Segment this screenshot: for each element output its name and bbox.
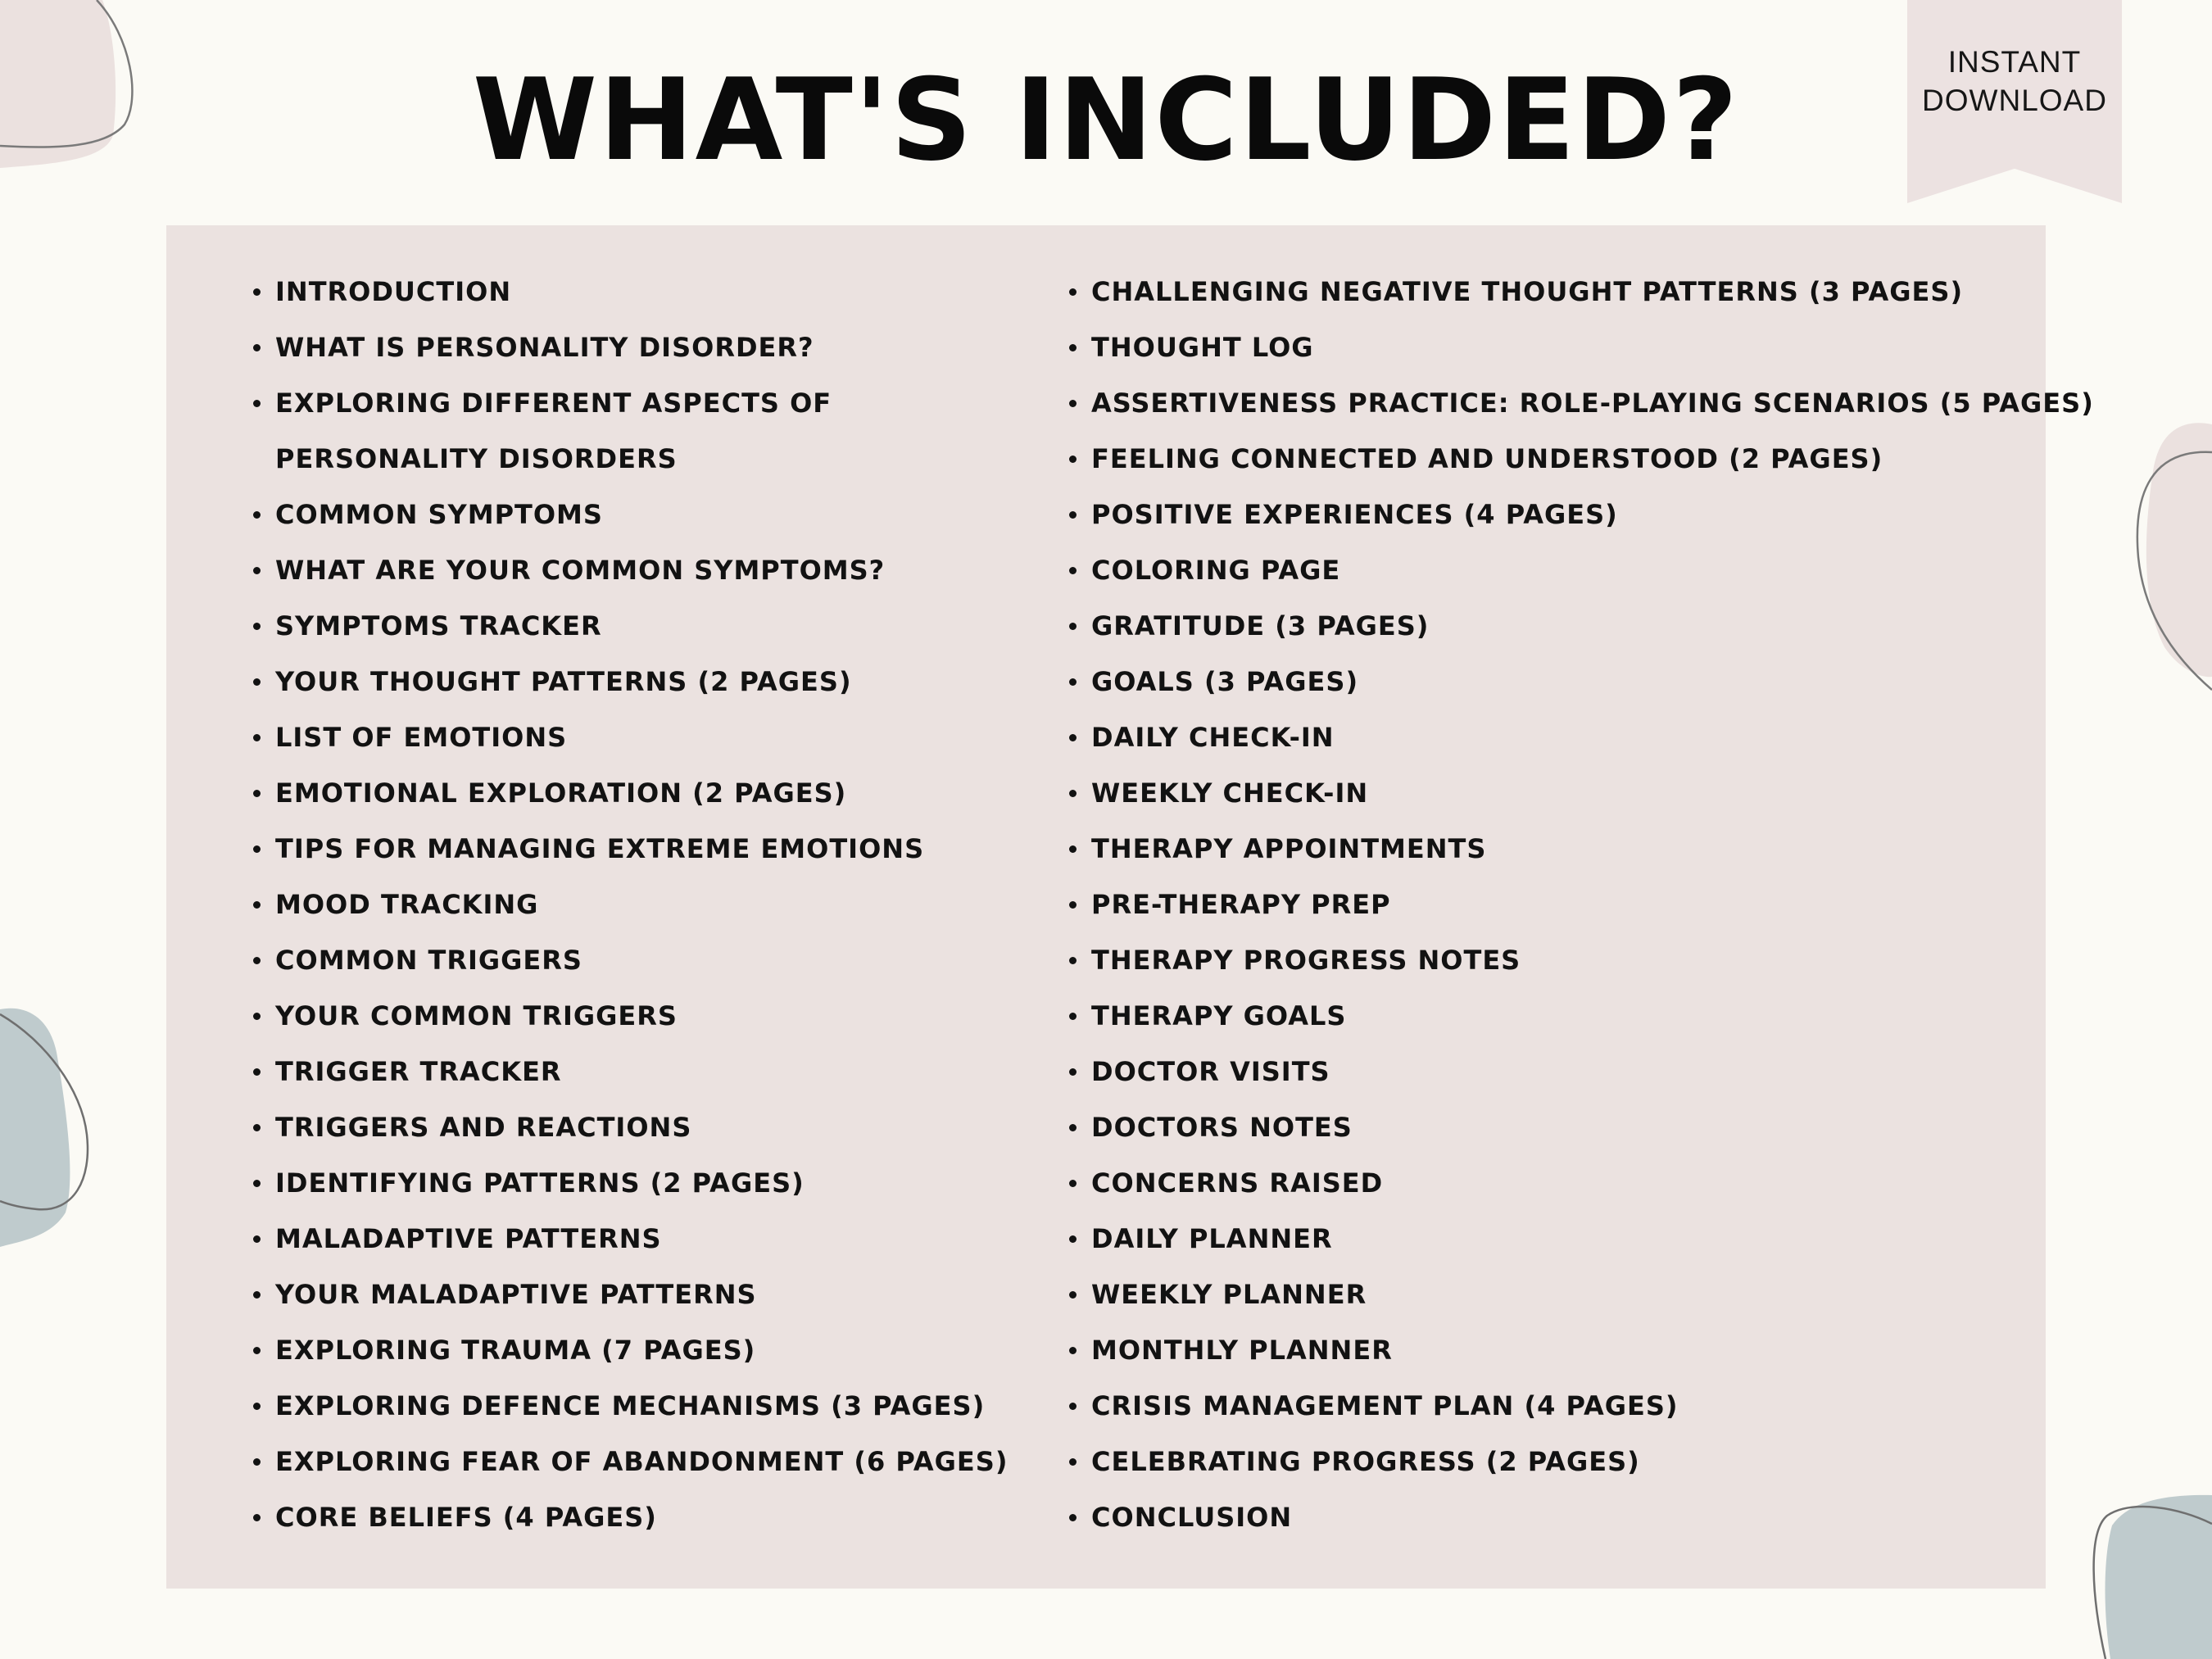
- list-item: GOALS (3 PAGES): [1091, 654, 2033, 709]
- bottom-right-outline: [2094, 1507, 2212, 1659]
- list-item: INTRODUCTION: [275, 264, 1004, 320]
- list-item: MALADAPTIVE PATTERNS: [275, 1211, 1004, 1267]
- list-item: EXPLORING DEFENCE MECHANISMS (3 PAGES): [275, 1378, 1004, 1434]
- list-item: THERAPY APPOINTMENTS: [1091, 821, 2033, 877]
- list-item: POSITIVE EXPERIENCES (4 PAGES): [1091, 487, 2033, 542]
- list-item: IDENTIFYING PATTERNS (2 PAGES): [275, 1155, 1004, 1211]
- left-blue-blob: [0, 1009, 70, 1247]
- left-blue-outline: [0, 1014, 88, 1209]
- list-item: TIPS FOR MANAGING EXTREME EMOTIONS: [275, 821, 1004, 877]
- badge-line-2: DOWNLOAD: [1922, 84, 2107, 117]
- list-item: DOCTORS NOTES: [1091, 1099, 2033, 1155]
- list-item: WHAT IS PERSONALITY DISORDER?: [275, 320, 1004, 375]
- list-item: SYMPTOMS TRACKER: [275, 598, 1004, 654]
- list-item: COMMON TRIGGERS: [275, 932, 1004, 988]
- list-item: YOUR THOUGHT PATTERNS (2 PAGES): [275, 654, 1004, 709]
- list-item: EXPLORING TRAUMA (7 PAGES): [275, 1322, 1004, 1378]
- list-item: CRISIS MANAGEMENT PLAN (4 PAGES): [1091, 1378, 2033, 1434]
- list-item: THOUGHT LOG: [1091, 320, 2033, 375]
- list-item: CELEBRATING PROGRESS (2 PAGES): [1091, 1434, 2033, 1489]
- list-item: MOOD TRACKING: [275, 877, 1004, 932]
- list-item: EXPLORING DIFFERENT ASPECTS OF PERSONALITY DISORDERS: [275, 375, 1004, 487]
- list-item: YOUR MALADAPTIVE PATTERNS: [275, 1267, 1004, 1322]
- badge-line-1: INSTANT: [1947, 45, 2082, 79]
- list-item: COMMON SYMPTOMS: [275, 487, 1004, 542]
- list-item: PRE-THERAPY PREP: [1091, 877, 2033, 932]
- list-item: DAILY CHECK-IN: [1091, 709, 2033, 765]
- contents-list-right: [1091, 264, 2094, 1545]
- list-item: COLORING PAGE: [1091, 542, 2033, 598]
- list-item: ASSERTIVENESS PRACTICE: ROLE-PLAYING SCENARIOS (5 PAGES): [1091, 375, 2033, 431]
- list-item: EMOTIONAL EXPLORATION (2 PAGES): [275, 765, 1004, 821]
- list-item: DAILY PLANNER: [1091, 1211, 2033, 1267]
- contents-list-left: [275, 264, 1009, 1545]
- list-item: TRIGGERS AND REACTIONS: [275, 1099, 1004, 1155]
- list-item: THERAPY PROGRESS NOTES: [1091, 932, 2033, 988]
- list-item: MONTHLY PLANNER: [1091, 1322, 2033, 1378]
- list-item: CONCERNS RAISED: [1091, 1155, 2033, 1211]
- list-item: CONCLUSION: [1091, 1489, 2033, 1545]
- list-item: WEEKLY CHECK-IN: [1091, 765, 2033, 821]
- list-item: YOUR COMMON TRIGGERS: [275, 988, 1004, 1044]
- bottom-right-blue-blob: [2105, 1495, 2212, 1659]
- right-middle-pink-blob: [2146, 423, 2212, 677]
- list-item: DOCTOR VISITS: [1091, 1044, 2033, 1099]
- list-item: LIST OF EMOTIONS: [275, 709, 1004, 765]
- list-item: FEELING CONNECTED AND UNDERSTOOD (2 PAGES): [1091, 431, 2033, 487]
- list-item: GRATITUDE (3 PAGES): [1091, 598, 2033, 654]
- list-item: THERAPY GOALS: [1091, 988, 2033, 1044]
- list-item: EXPLORING FEAR OF ABANDONMENT (6 PAGES): [275, 1434, 1004, 1489]
- list-item: CORE BELIEFS (4 PAGES): [275, 1489, 1004, 1545]
- list-item: CHALLENGING NEGATIVE THOUGHT PATTERNS (3 PAGES): [1091, 264, 2033, 320]
- list-item: WEEKLY PLANNER: [1091, 1267, 2033, 1322]
- right-middle-outline: [2137, 452, 2212, 690]
- list-item: TRIGGER TRACKER: [275, 1044, 1004, 1099]
- list-item: WHAT ARE YOUR COMMON SYMPTOMS?: [275, 542, 1004, 598]
- page-title: WHAT'S INCLUDED?: [472, 54, 1740, 186]
